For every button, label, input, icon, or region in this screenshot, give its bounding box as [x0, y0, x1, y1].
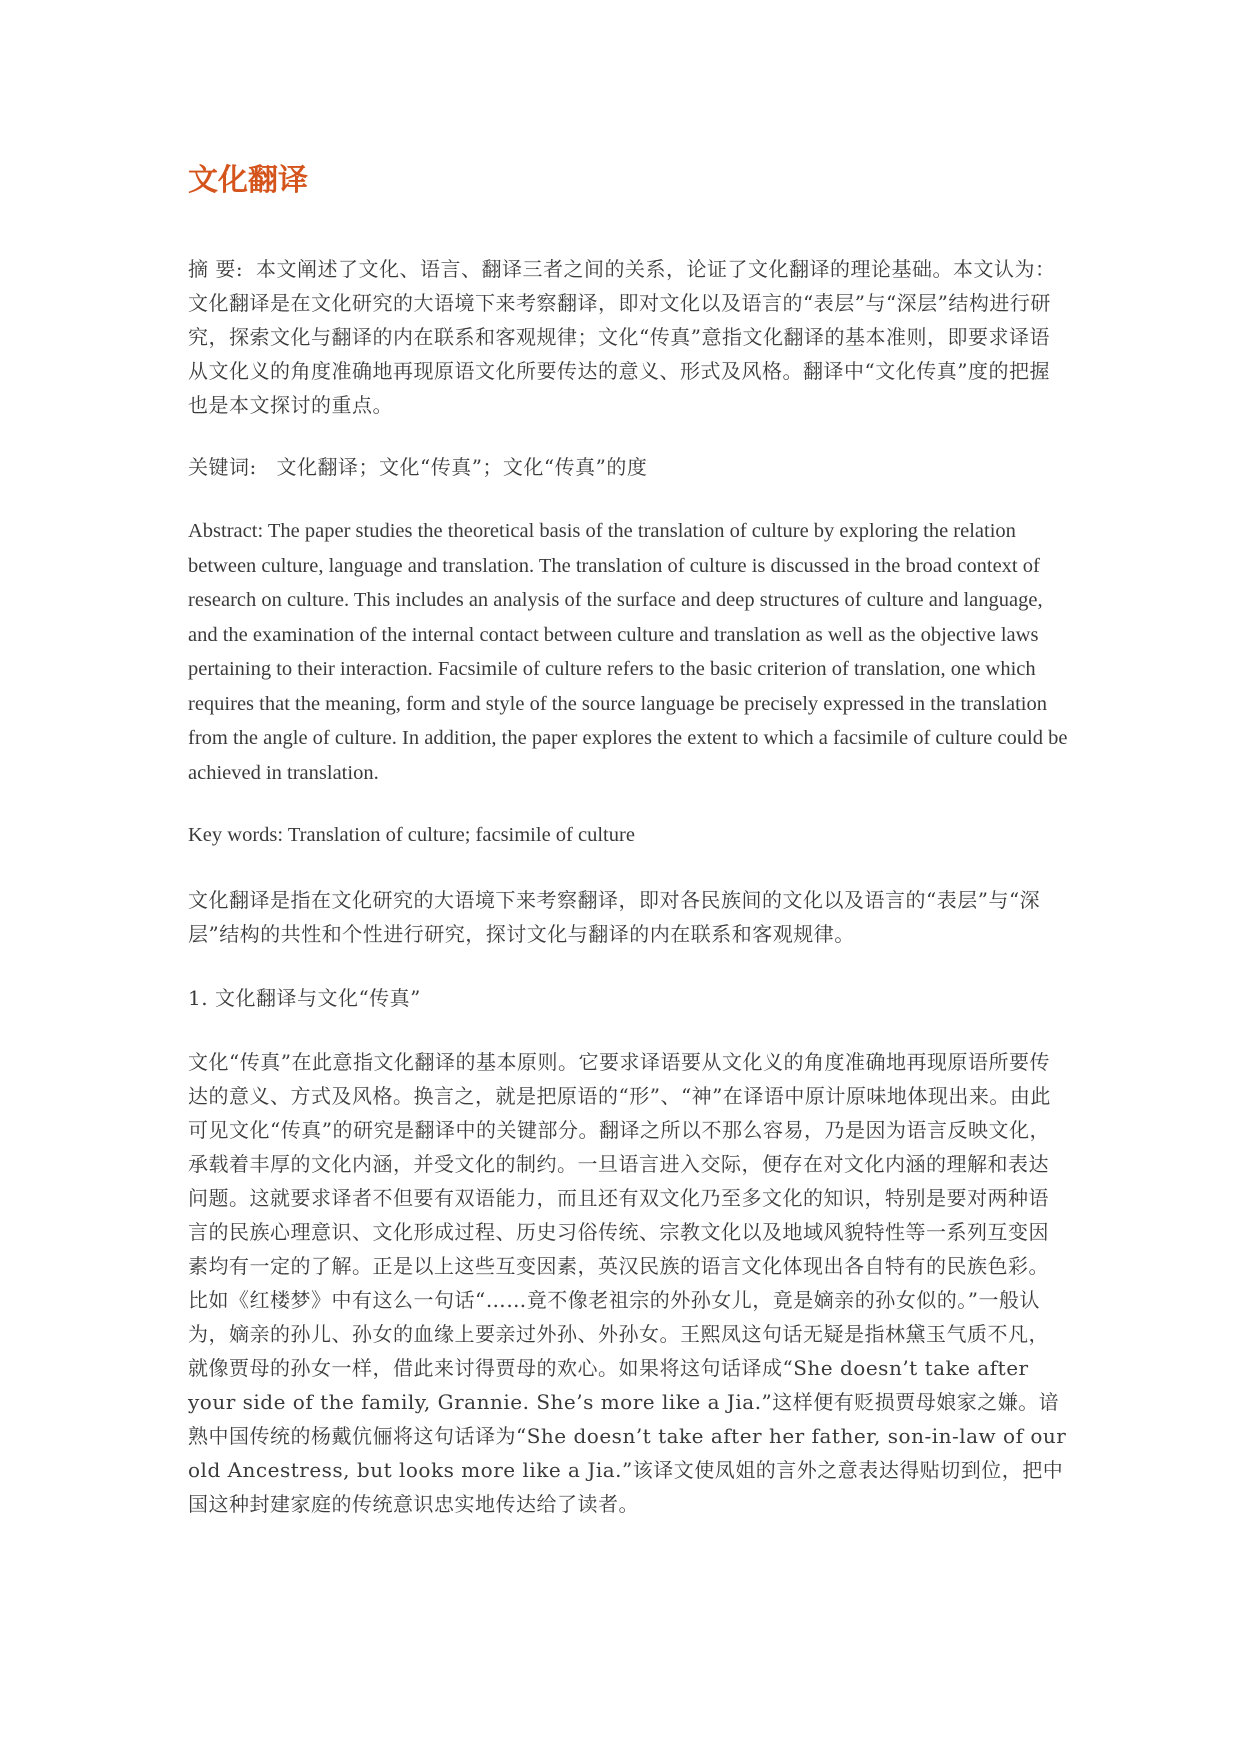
abstract-zh-text: 本文阐述了文化、语言、翻译三者之间的关系，论证了文化翻译的理论基础。本文认为：文化翻译是在文化研究的大语境下来考察翻译，即对文化以及语言的“表层”与“深层”结构进行研究，探索文化与翻译的内在联系和客观规律；文化“传真”意指文化翻译的基本准则，即要求译语从文化义的角度准确地再现原语文化所要传达的意义、形式及风格。翻译中“文化传真”度的把握也是本文探讨的重点。 [188, 257, 1056, 417]
abstract-en-paragraph: Abstract: The paper studies the theoretical basis of the translation of culture by exploring the relation between culture, language and translation. The translation of culture is discussed in the broad context of research on culture. This includes an analysis of the surface and deep structures of culture and language, and the examination of the internal contact between culture and translation as well as the objective laws pertaining to their interaction. Facsimile of culture refers to the basic criterion of translation, one which requires that the meaning, form and style of the source language be precisely expressed in the translation from the angle of culture. In addition, the paper explores the extent to which a facsimile of culture could be achieved in translation. [188, 520, 1068, 784]
document-title: 文化翻译 [188, 163, 308, 198]
abstract-zh-paragraph [188, 252, 1068, 422]
document-page [188, 160, 1068, 1551]
section-1-heading: 1. 文化翻译与文化“传真” [188, 985, 421, 1010]
abstract-zh-label: 摘 要: [188, 257, 244, 281]
section-1-body: 文化“传真”在此意指文化翻译的基本原则。它要求译语要从文化义的角度准确地再现原语所要传达的意义、方式及风格。换言之，就是把原语的“形”、“神”在译语中原计原味地体现出来。由此可见文化“传真”的研究是翻译中的关键部分。翻译之所以不那么容易，乃是因为语言反映文化，承载着丰厚的文化内涵，并受文化的制约。一旦语言进入交际，便存在对文化内涵的理解和表达问题。这就要求译者不但要有双语能力，而且还有双文化乃至多文化的知识，特别是要对两种语言的民族心理意识、文化形成过程、历史习俗传统、宗教文化以及地域风貌特性等一系列互变因素均有一定的了解。正是以上这些互变因素，英汉民族的语言文化体现出各自特有的民族色彩。比如《红楼梦》中有这么一句话“……竟不像老祖宗的外孙女儿，竟是嫡亲的孙女似的。”一般认为，嫡亲的孙儿、孙女的血缘上要亲过外孙、外孙女。王熙凤这句话无疑是指林黛玉气质不凡，就像贾母的孙女一样，借此来讨得贾母的欢心。如果将这句话译成“She doesn’t take after your side of the family, Grannie. She’s more like a Jia.”这样便有贬损贾母娘家之嫌。谙熟中国传统的杨戴伉俪将这句话译为“She doesn’t take after her father, son-in-law of our old Ancestress, but looks more like a Jia.”该译文使凤姐的言外之意表达得贴切到位，把中国这种封建家庭的传统意识忠实地传达给了读者。 [188, 1049, 1067, 1516]
keywords-zh-text: 文化翻译；文化“传真”；文化“传真”的度 [276, 455, 648, 479]
intro-paragraph: 文化翻译是指在文化研究的大语境下来考察翻译，即对各民族间的文化以及语言的“表层”与“深层”结构的共性和个性进行研究，探讨文化与翻译的内在联系和客观规律。 [188, 887, 1041, 946]
keywords-zh-paragraph [188, 450, 1068, 484]
keywords-zh-label: 关键词: [188, 455, 257, 479]
keywords-en-paragraph: Key words: Translation of culture; facsimile of culture [188, 824, 635, 846]
